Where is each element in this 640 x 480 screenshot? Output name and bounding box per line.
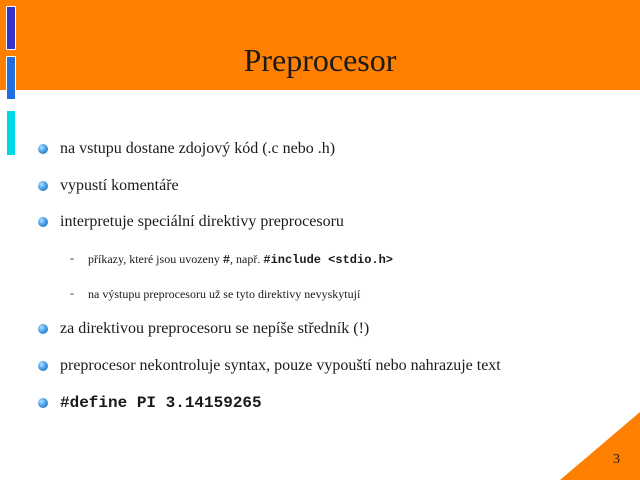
bullet-item: za direktivou preprocesoru se nepíše středník (!) — [60, 320, 370, 337]
bullet-item: preprocesor nekontroluje syntax, pouze vypouští nebo nahrazuje text — [60, 357, 501, 374]
sub-bullet-dash-icon: - — [70, 286, 74, 300]
bullet-item: na vstupu dostane zdojový kód (.c nebo .h) — [60, 140, 336, 157]
corner-triangle — [560, 412, 640, 480]
bullet-item: vypustí komentáře — [60, 177, 179, 194]
code-hash: # — [222, 253, 231, 267]
slide-title: Preprocesor — [243, 42, 397, 78]
bullet-dot-icon — [38, 398, 48, 408]
sub-bullet-dash-icon: - — [70, 251, 74, 265]
code-include: #include <stdio.h> — [263, 253, 393, 267]
bullet-dot-icon — [38, 217, 48, 227]
page-number: 3 — [613, 452, 620, 467]
sub-bullet-text: příkazy, které jsou uvozeny — [88, 252, 223, 266]
bullet-dot-icon — [38, 144, 48, 154]
sub-bullet-text: , např. — [230, 252, 264, 266]
bullet-dot-icon — [38, 181, 48, 191]
sub-bullet-item — [88, 251, 393, 268]
bullet-item: interpretuje speciální direktivy preprocesoru — [60, 213, 344, 230]
bullet-dot-icon — [38, 361, 48, 371]
bullet-code-item: #define PI 3.14159265 — [60, 394, 262, 412]
sub-bullet-item: na výstupu preprocesoru už se tyto direktivy nevyskytují — [88, 287, 361, 301]
bullet-dot-icon — [38, 324, 48, 334]
